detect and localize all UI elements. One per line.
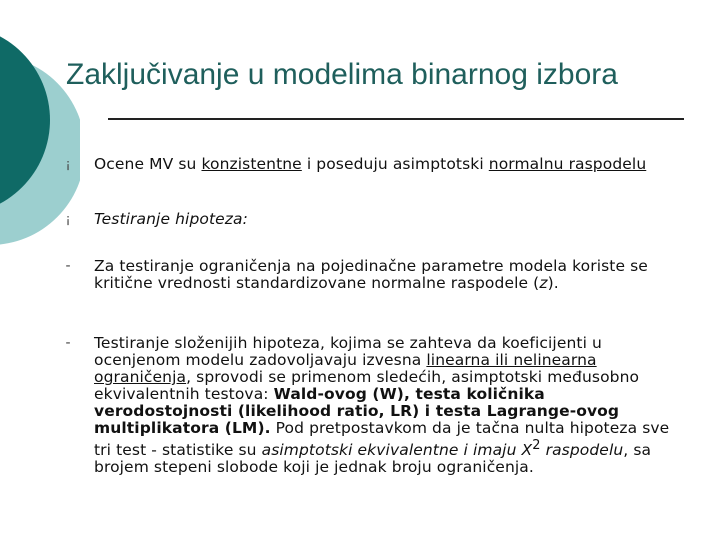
bullet-item [94, 258, 684, 292]
slide-title: Zaključivanje u modelima binarnog izbora [66, 58, 618, 91]
text-segment: Testiranje složenijih hipoteza, kojima se zahteva da koeficijenti u ocenjenom modelu zadovoljavaju izvesna [94, 334, 602, 369]
bold-test-names: Wald-ovog (W), testa količnika verodostojnosti (likelihood ratio, LR) i testa Lagrange-ovog multiplikatora (LM). [94, 385, 620, 437]
bullet-item [94, 156, 684, 173]
text-segment: , sprovodi se primenom sledećih, asimptotski međusobno ekvivalentnih testova: [94, 368, 640, 403]
dash-marker: - [65, 258, 71, 274]
text-segment: i poseduju asimptotski [301, 155, 489, 173]
text-segment: Ocene MV su [94, 155, 202, 173]
decorative-circles [0, 0, 80, 300]
text-segment: Pod pretpostavkom da je tačna nulta hipoteza sve tri test - statistike su [94, 419, 670, 460]
underlined-term: normalnu raspodelu [488, 155, 647, 173]
section-heading: Testiranje hipoteza: [94, 210, 248, 228]
dash-marker: - [65, 335, 71, 351]
underlined-term: konzistentne [201, 155, 302, 173]
text-segment: ). [547, 274, 559, 292]
bullet-marker: ¡ [65, 212, 71, 226]
bullet-marker: ¡ [65, 157, 71, 171]
italic-symbol: z [539, 274, 548, 292]
underlined-term: linearna ili nelinearna ograničenja [94, 351, 597, 386]
italic-phrase: raspodelu [540, 441, 624, 460]
text-segment: Za testiranje ograničenja na pojedinačne parametre modela koriste se kritične vrednosti standardizovane normalne raspodele ( [94, 257, 648, 292]
bullet-item [94, 211, 684, 228]
italic-phrase: asimptotski ekvivalentne i imaju X [261, 441, 533, 460]
title-divider [108, 118, 684, 120]
superscript: 2 [532, 438, 541, 453]
text-segment: , sa brojem stepeni slobode koji je jednak broju ograničenja. [94, 441, 652, 477]
bullet-item [94, 335, 684, 476]
